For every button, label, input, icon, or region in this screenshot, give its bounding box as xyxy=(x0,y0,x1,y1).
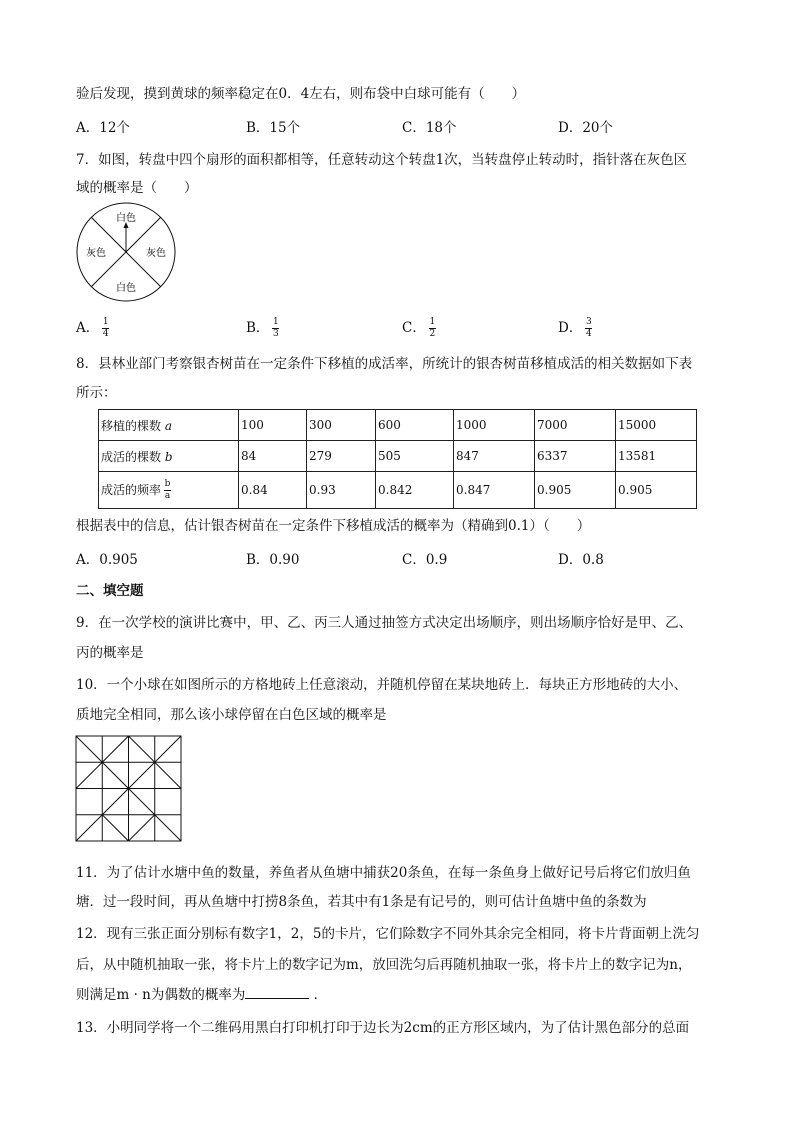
q12-text-line1: 12．现有三张正面分别标有数字1，2，5的卡片，它们除数字不同外其余完全相同，将卡片背面朝上洗匀 xyxy=(76,926,700,942)
q12-text-line3-prefix: 则满足m · n为偶数的概率为 xyxy=(76,987,246,1003)
table-cell: 847 xyxy=(454,441,535,472)
table-cell: 600 xyxy=(376,410,454,441)
spinner-figure xyxy=(74,200,178,304)
q8-text-line2: 所示： xyxy=(76,385,117,401)
frequency-fraction: $\frac{b}{a}$ xyxy=(164,478,171,501)
tile-diagonal xyxy=(102,762,128,788)
tile-diagonal xyxy=(155,736,181,762)
q7-options xyxy=(76,316,716,342)
spinner-label-bottom: 白色 xyxy=(116,283,136,294)
table-cell: 300 xyxy=(307,410,376,441)
q6-text: 验后发现，摸到黄球的频率稳定在0．4左右，则布袋中白球可能有（ ） xyxy=(76,86,526,102)
table-cell: 505 xyxy=(376,441,454,472)
answer-blank xyxy=(245,986,309,999)
table-row xyxy=(99,472,697,509)
table-cell: 279 xyxy=(307,441,376,472)
q8-options xyxy=(76,548,716,566)
tile-diagonal xyxy=(155,762,181,788)
q7-option-d: D． $\frac{3}{4}$ xyxy=(558,317,592,339)
q9-text-line2: 丙的概率是 xyxy=(76,645,144,661)
table-cell: 0.842 xyxy=(376,472,454,509)
tile-diagonal xyxy=(102,815,128,841)
q8-option-d: D．0.8 xyxy=(558,552,604,568)
tile-diagonal xyxy=(155,815,181,841)
q8-option-c: C．0.9 xyxy=(402,552,448,568)
table-row xyxy=(99,441,697,472)
table-cell: 7000 xyxy=(535,410,616,441)
q10-text-line1: 10．一个小球在如图所示的方格地砖上任意滚动，并随机停留在某块地砖上．每块正方形地砖的大小、 xyxy=(76,677,688,693)
spinner-label-left: 灰色 xyxy=(86,248,106,259)
table-cell: 0.905 xyxy=(616,472,697,509)
q8-question: 根据表中的信息，估计银杏树苗在一定条件下移植成活的概率为（精确到0.1）（ ） xyxy=(76,518,591,534)
q6-option-b: B．15个 xyxy=(246,120,301,136)
table-row xyxy=(99,410,697,441)
tile-diagonal xyxy=(76,736,102,762)
table-row-label: 移植的棵数 a xyxy=(99,410,239,441)
q7-option-b: B． $\frac{1}{3}$ xyxy=(246,317,279,339)
table-row-label: 成活的频率 $\frac{b}{a}$ xyxy=(99,472,239,509)
q8-option-a: A．0.905 xyxy=(76,552,138,568)
survival-table xyxy=(98,409,697,509)
table-cell: 100 xyxy=(239,410,307,441)
table-cell: 84 xyxy=(239,441,307,472)
q12-text-line3-suffix: ． xyxy=(309,987,328,1003)
table-cell: 15000 xyxy=(616,410,697,441)
spinner-label-right: 灰色 xyxy=(146,248,166,259)
table-cell: 0.93 xyxy=(307,472,376,509)
q13-text-line1: 13．小明同学将一个二维码用黑白打印机打印于边长为2cm的正方形区域内，为了估计黑色部分的总面 xyxy=(76,1020,690,1036)
tile-diagonal xyxy=(102,736,128,762)
q7-option-a-fraction: $\frac{1}{4}$ xyxy=(102,317,109,339)
q7-option-c: C． $\frac{1}{2}$ xyxy=(402,317,436,339)
q10-text-line2: 质地完全相同，那么该小球停留在白色区域的概率是 xyxy=(76,707,387,723)
q12-text-line3 xyxy=(76,983,327,1003)
table-cell: 1000 xyxy=(454,410,535,441)
tile-diagonal xyxy=(129,736,155,762)
section-heading: 二、填空题 xyxy=(76,583,144,599)
table-cell: 0.847 xyxy=(454,472,535,509)
q11-text-line1: 11．为了估计水塘中鱼的数量，养鱼者从鱼塘中捕获20条鱼，在每一条鱼身上做好记号后将它们放归鱼 xyxy=(76,865,691,881)
table-cell: 6337 xyxy=(535,441,616,472)
table-cell: 0.905 xyxy=(535,472,616,509)
q7-option-c-fraction: $\frac{1}{2}$ xyxy=(429,317,436,339)
q6-option-a: A．12个 xyxy=(76,120,130,136)
q8-text-line1: 8．县林业部门考察银杏树苗在一定条件下移植的成活率，所统计的银杏树苗移植成活的相关数据如下表 xyxy=(76,356,693,372)
tile-diagonal xyxy=(102,789,128,815)
q7-option-a: A． $\frac{1}{4}$ xyxy=(76,317,109,339)
q6-options xyxy=(76,116,716,134)
q6-option-d: D．20个 xyxy=(558,120,614,136)
q7-text-line2: 域的概率是（ ） xyxy=(76,180,198,196)
q9-text-line1: 9．在一次学校的演讲比赛中，甲、乙、丙三人通过抽签方式决定出场顺序，则出场顺序恰好是甲、乙、 xyxy=(76,615,693,631)
table-cell: 13581 xyxy=(616,441,697,472)
q12-text-line2: 后，从中随机抽取一张，将卡片上的数字记为m，放回洗匀后再随机抽取一张，将卡片上的数字记为n， xyxy=(76,957,692,973)
q7-option-b-fraction: $\frac{1}{3}$ xyxy=(273,317,279,339)
spinner-label-top: 白色 xyxy=(116,213,136,224)
tile-diagonal xyxy=(76,762,102,788)
tile-grid-figure xyxy=(75,735,183,843)
tile-diagonal xyxy=(76,815,102,841)
tile-diagonal xyxy=(129,789,155,815)
q7-text-line1: 7．如图，转盘中四个扇形的面积都相等，任意转动这个转盘1次，当转盘停止转动时，指针落在灰色区 xyxy=(76,152,688,168)
q6-option-c: C．18个 xyxy=(402,120,457,136)
tile-diagonal xyxy=(129,815,155,841)
q11-text-line2: 塘．过一段时间，再从鱼塘中打捞8条鱼，若其中有1条是有记号的，则可估计鱼塘中鱼的条数为 xyxy=(76,894,647,910)
table-cell: 0.84 xyxy=(239,472,307,509)
tile-diagonal xyxy=(129,762,155,788)
q7-option-d-fraction: $\frac{3}{4}$ xyxy=(585,317,592,339)
table-row-label: 成活的棵数 b xyxy=(99,441,239,472)
q8-option-b: B．0.90 xyxy=(246,552,300,568)
